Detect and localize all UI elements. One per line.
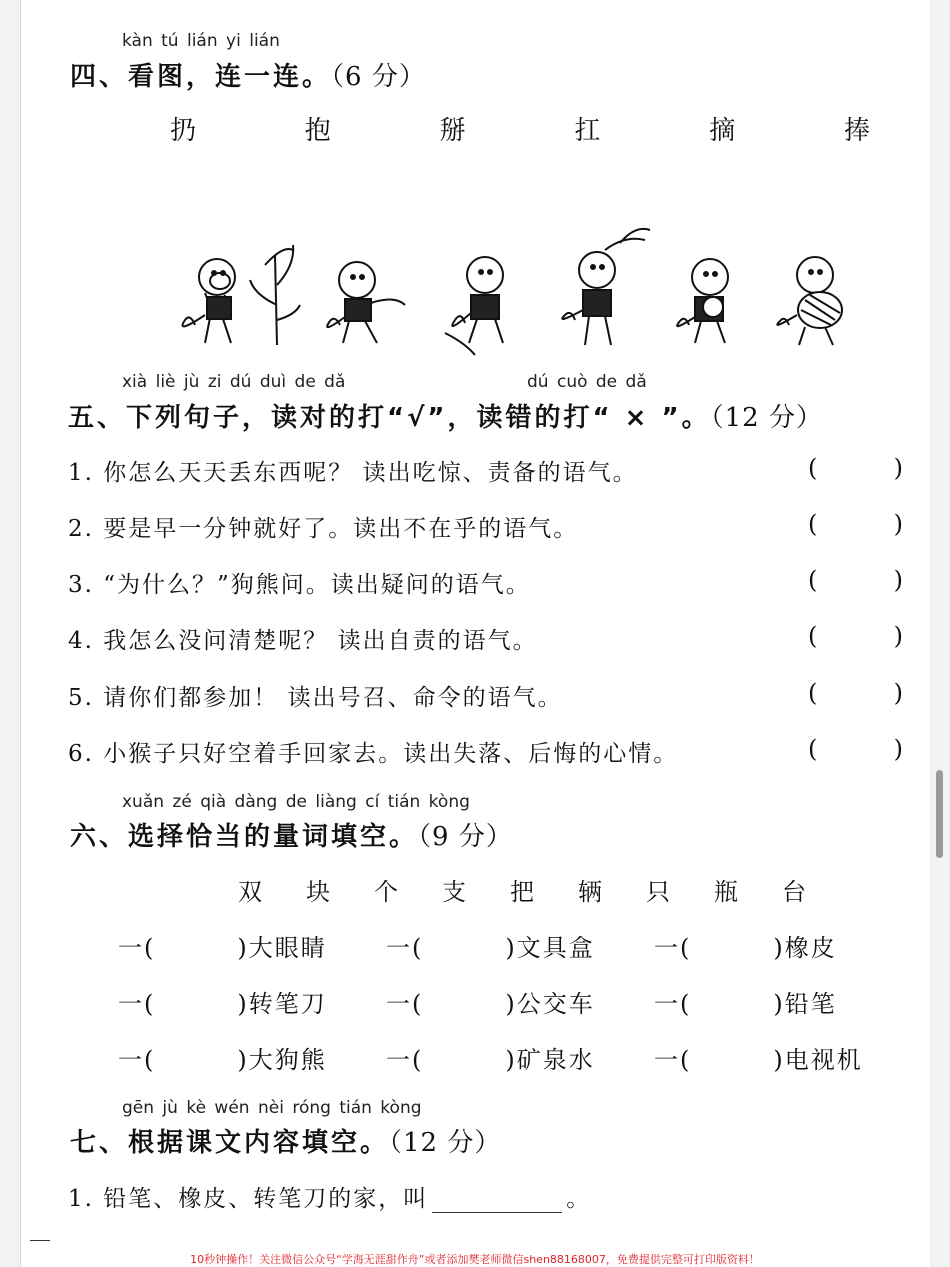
section5-pinyin: xià liè jù zi dú duì de dǎ — [122, 372, 346, 392]
verb-char: 扛 — [574, 116, 601, 146]
fill-item[interactable]: 一( )电视机 — [654, 1046, 863, 1074]
measure-word: 支 — [442, 878, 466, 906]
verb-char: 掰 — [439, 116, 466, 146]
section6-title: 六、选择恰当的量词填空。 — [70, 822, 419, 852]
section7-item-text: 1. 铅笔、橡皮、转笔刀的家，叫 — [68, 1186, 429, 1212]
sentence-item: 4. 我怎么没问清楚呢？ 读出自责的语气。 — [68, 628, 538, 654]
section6-pinyin: xuǎn zé qià dàng de liàng cí tián kòng — [122, 792, 470, 812]
section7-item-1 — [68, 1180, 591, 1213]
monkey-peach-illustration — [445, 257, 503, 355]
measure-word: 瓶 — [714, 878, 738, 906]
section7-pinyin: gēn jù kè wén nèi róng tián kòng — [122, 1098, 422, 1118]
section7-score: （12 分） — [389, 1128, 502, 1158]
verb-char: 扔 — [170, 116, 197, 146]
fill-item[interactable]: 一( )转笔刀 — [118, 990, 327, 1018]
monkey-fruit-illustration — [677, 259, 728, 343]
promo-footer: 10秒钟操作！关注微信公众号“学海无涯甜作舟”或者添加樊老师微信shen88168007，免费提供完整可打印版资料！ — [190, 1253, 760, 1266]
verb-char: 抱 — [304, 116, 331, 146]
fill-item[interactable]: 一( )橡皮 — [654, 934, 837, 962]
measure-word: 把 — [510, 878, 534, 906]
sentence-item: 6. 小猴子只好空着手回家去。读出失落、后悔的心情。 — [68, 741, 679, 767]
verb-char: 捧 — [843, 116, 870, 146]
monkey-illustrations — [165, 225, 875, 360]
measure-word: 只 — [646, 878, 670, 906]
fill-row — [118, 984, 837, 1019]
right-margin — [930, 0, 950, 1267]
section5-score: （12 分） — [710, 403, 823, 433]
fill-item[interactable]: 一( )大狗熊 — [118, 1046, 327, 1074]
answer-parentheses[interactable]: ( ) — [808, 454, 903, 482]
answer-parentheses[interactable]: ( ) — [808, 622, 903, 650]
fill-item[interactable]: 一( )公交车 — [386, 990, 595, 1018]
monkey-corn-illustration — [183, 245, 301, 345]
answer-blank[interactable] — [432, 1190, 562, 1213]
section7-heading — [70, 1122, 501, 1159]
monkey-eating-illustration — [327, 262, 405, 343]
sentence-item: 3. “为什么？”狗熊问。读出疑问的语气。 — [68, 572, 531, 598]
answer-parentheses[interactable]: ( ) — [808, 735, 903, 763]
section4-heading — [70, 56, 426, 93]
section6-score: （9 分） — [418, 822, 513, 852]
answer-parentheses[interactable]: ( ) — [808, 566, 903, 594]
verb-characters — [170, 110, 870, 147]
scrollbar-thumb[interactable] — [936, 770, 943, 858]
section4-title: 四、看图，连一连。 — [70, 62, 332, 92]
section5-heading — [68, 397, 823, 434]
left-margin — [0, 0, 20, 1267]
fill-row — [118, 1040, 863, 1075]
fill-item[interactable]: 一( )矿泉水 — [386, 1046, 595, 1074]
page-mark — [30, 1240, 50, 1241]
sentence-item: 2. 要是早一分钟就好了。读出不在乎的语气。 — [68, 516, 579, 542]
measure-word: 个 — [374, 878, 398, 906]
monkey-watermelon-illustration — [777, 257, 842, 345]
answer-parentheses[interactable]: ( ) — [808, 510, 903, 538]
measure-word: 辆 — [578, 878, 602, 906]
section7-title: 七、根据课文内容填空。 — [70, 1128, 390, 1158]
fill-item[interactable]: 一( )铅笔 — [654, 990, 837, 1018]
section6-heading — [70, 816, 513, 853]
section5-title: 五、下列句子，读对的打“√”，读错的打“ × ”。 — [68, 403, 711, 433]
measure-word: 块 — [306, 878, 330, 906]
section7-item-end: 。 — [566, 1186, 592, 1212]
measure-word: 台 — [782, 878, 806, 906]
section5-pinyin-right: dú cuò de dǎ — [527, 372, 647, 392]
measure-word-bank — [238, 872, 850, 907]
monkey-flower-illustration — [562, 229, 650, 345]
section4-score: （6 分） — [331, 62, 426, 92]
sentence-item: 1. 你怎么天天丢东西呢？ 读出吃惊、责备的语气。 — [68, 460, 638, 486]
sentence-item: 5. 请你们都参加！ 读出号召、命令的语气。 — [68, 685, 563, 711]
fill-row — [118, 928, 837, 963]
measure-word: 双 — [238, 878, 262, 906]
section4-pinyin: kàn tú lián yi lián — [122, 31, 280, 51]
fill-item[interactable]: 一( )大眼睛 — [118, 934, 327, 962]
answer-parentheses[interactable]: ( ) — [808, 679, 903, 707]
verb-char: 摘 — [709, 116, 736, 146]
fill-item[interactable]: 一( )文具盒 — [386, 934, 595, 962]
